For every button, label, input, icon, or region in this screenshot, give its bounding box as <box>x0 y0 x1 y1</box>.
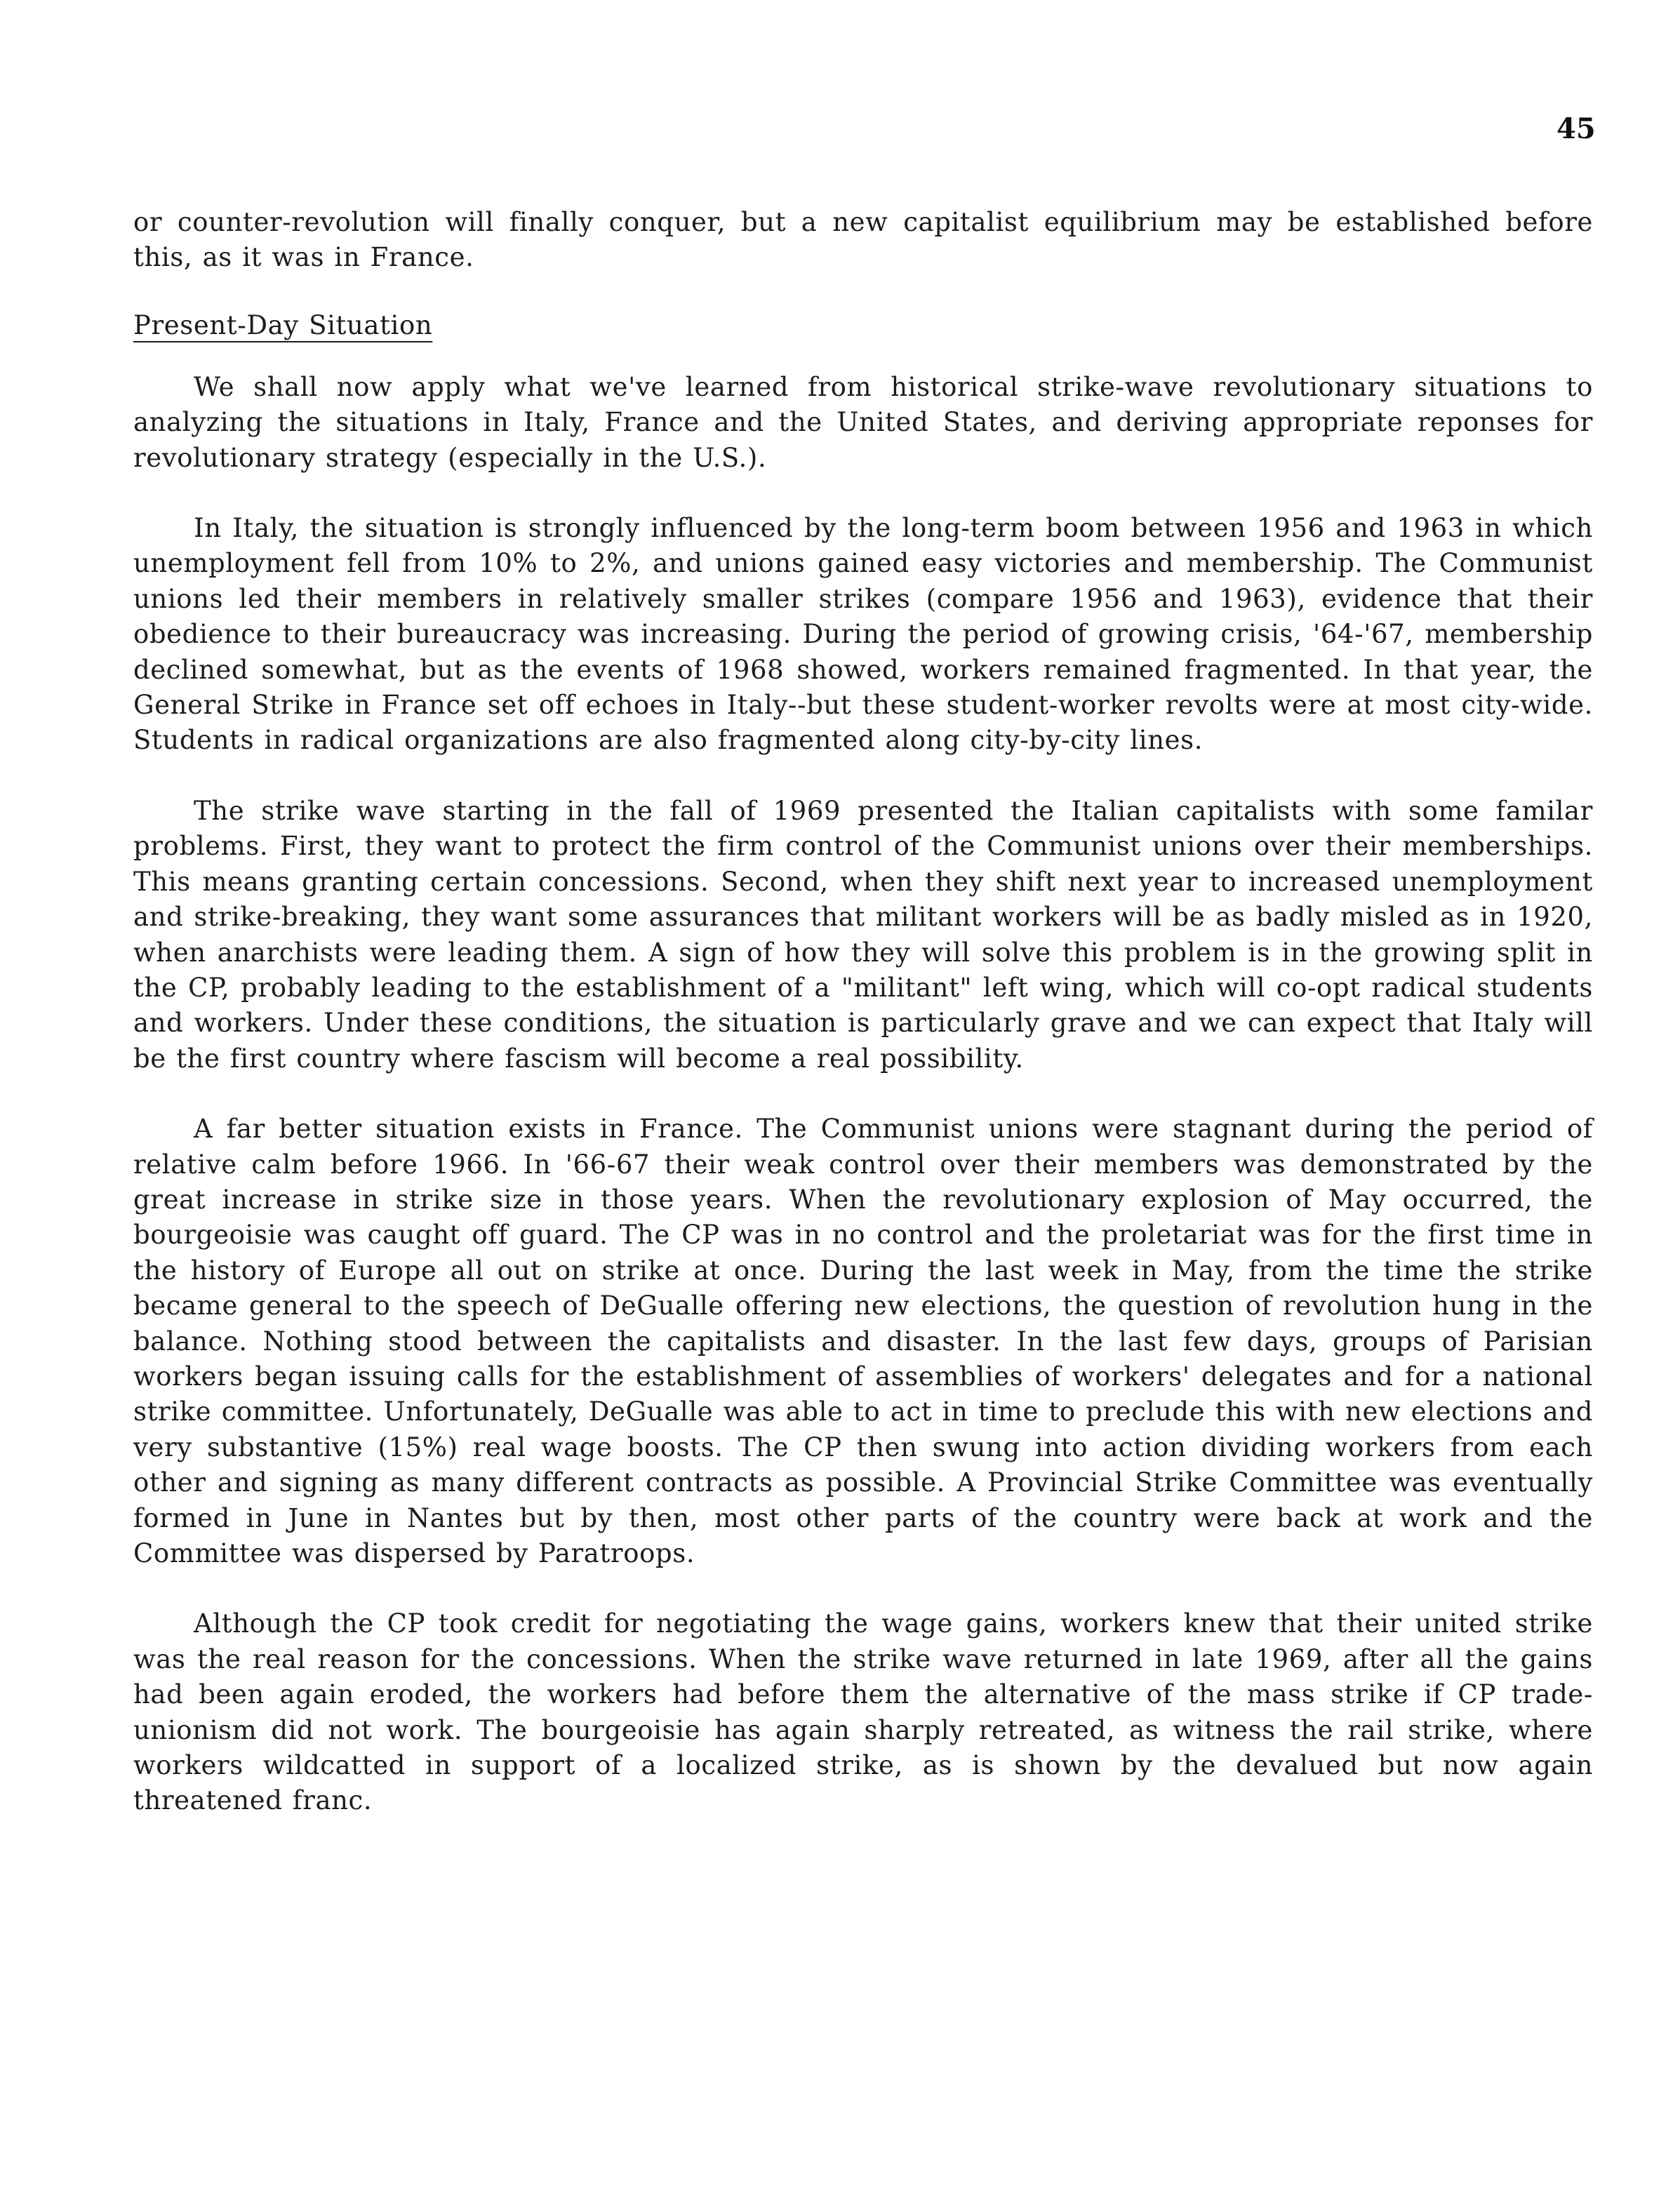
paragraph-france-aftermath: Although the CP took credit for negotiating the wage gains, workers knew that their united strike was the real reason for the concessions. When the strike wave returned in late 1969, after all the gains had been again eroded, the workers had before them the alternative of the mass strike if CP trade-unionism did not work. The bourgeoisie has again sharply retreated, as witness the rail strike, where workers wildcatted in support of a localized strike, as is shown by the devalued but now again threatened franc. <box>133 1608 1593 1816</box>
page-number: 45 <box>1556 112 1596 145</box>
paragraph-italy-strike-wave: The strike wave starting in the fall of 1969 presented the Italian capitalists with some familar problems. First, they want to protect the firm control of the Communist unions over their memberships. This means granting certain concessions. Second, when they shift next year to increased unemployment and strike-breaking, they want some assurances that militant workers will be as badly misled as in 1920, when anarchists were leading them. A sign of how they will solve this problem is in the growing split in the CP, probably leading to the establishment of a "militant" left wing, which will co-opt radical students and workers. Under these conditions, the situation is particularly grave and we can expect that Italy will be the first country where fascism will become a real possibility. <box>133 795 1593 1074</box>
document-body <box>133 205 1593 1819</box>
paragraph-france: A far better situation exists in France. The Communist unions were stagnant during the period of relative calm before 1966. In '66-67 their weak control over their members was demonstrated by the great increase in strike size in those years. When the revolutionary explosion of May occurred, the bourgeoisie was caught off guard. The CP was in no control and the proletariat was for the first time in the history of Europe all out on strike at once. During the last week in May, from the time the strike became general to the speech of DeGualle offering new elections, the question of revolution hung in the balance. Nothing stood between the capitalists and disaster. In the last few days, groups of Parisian workers began issuing calls for the establishment of assemblies of workers' delegates and for a national strike committee. Unfortunately, DeGualle was able to act in time to preclude this with new elections and very substantive (15%) real wage boosts. The CP then swung into action dividing workers from each other and signing as many different contracts as possible. A Provincial Strike Committee was eventually formed in June in Nantes but by then, most other parts of the country were back at work and the Committee was dispersed by Paratroops. <box>133 1114 1593 1568</box>
paragraph-italy: In Italy, the situation is strongly influenced by the long-term boom between 1956 and 1963 in which unemployment fell from 10% to 2%, and unions gained easy victories and membership. The Communist unions led their members in relatively smaller strikes (compare 1956 and 1963), evidence that their obedience to their bureaucracy was increasing. During the period of growing crisis, '64-'67, membership declined somewhat, but as the events of 1968 showed, workers remained fragmented. In that year, the General Strike in France set off echoes in Italy--but these student-worker revolts were at most city-wide. Students in radical organizations are also fragmented along city-by-city lines. <box>133 513 1593 756</box>
section-heading: Present-Day Situation <box>133 309 433 340</box>
paragraph-intro: We shall now apply what we've learned from historical strike-wave revolutionary situations to analyzing the situations in Italy, France and the United States, and deriving appropriate reponses for revolutionary strategy (especially in the U.S.). <box>133 371 1593 473</box>
continuation-paragraph: or counter-revolution will finally conquer, but a new capitalist equilibrium may be established before this, as it was in France. <box>133 207 1593 273</box>
section-heading-wrap <box>133 308 1593 353</box>
